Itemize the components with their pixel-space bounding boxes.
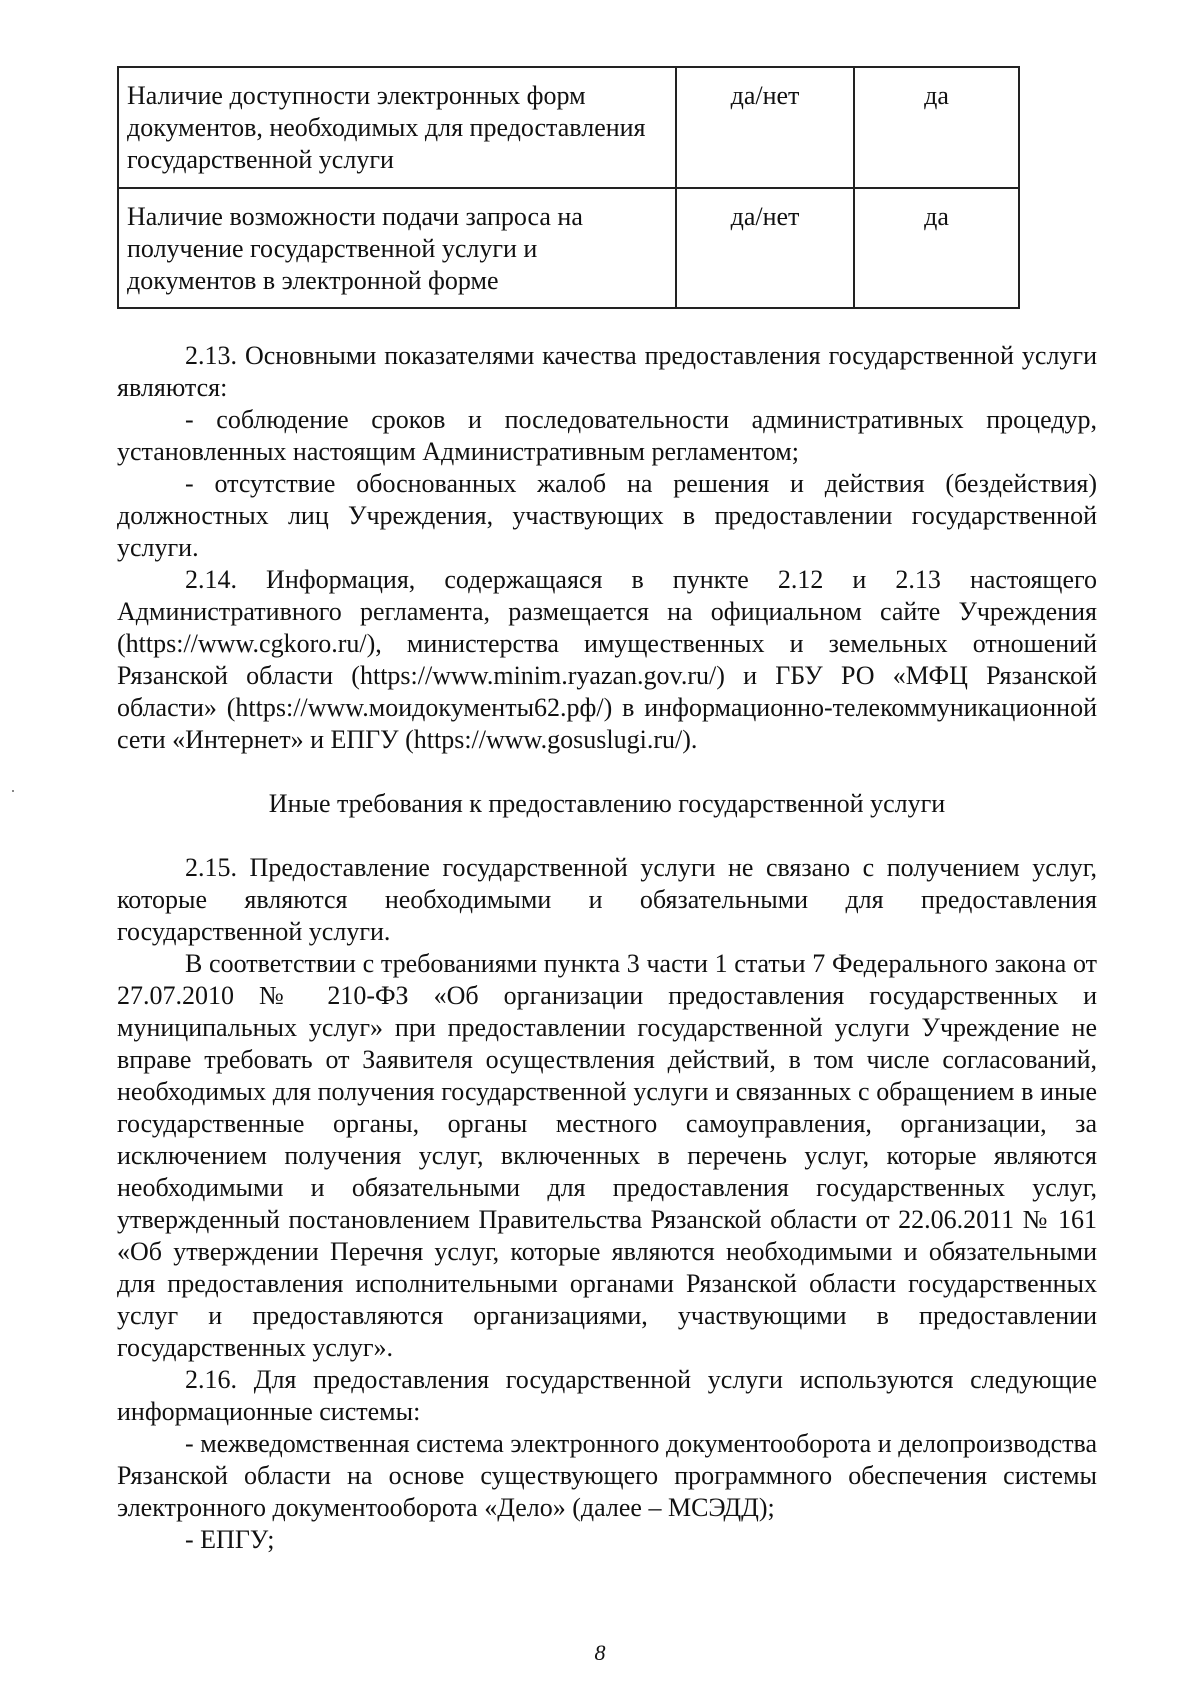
document-body [117, 340, 1097, 1556]
table-row [118, 188, 1019, 308]
paragraph-2-16: 2.16. Для предоставления государственной услуги используются следующие информационные системы: [117, 1365, 1097, 1426]
paragraph-2-15: 2.15. Предоставление государственной услуги не связано с получением услуг, которые являются необходимыми и обязательными для предоставления государственной услуги. [117, 853, 1097, 946]
value-cell: да [854, 67, 1019, 188]
unit-cell: да/нет [676, 188, 854, 308]
list-item: - ЕПГУ; [185, 1525, 275, 1554]
value-cell: да [854, 188, 1019, 308]
list-item: - отсутствие обоснованных жалоб на решения и действия (бездействия) должностных лиц Учреждения, участвующих в предоставлении государственной услуги. [117, 469, 1097, 562]
list-item: - межведомственная система электронного документооборота и делопроизводства Рязанской области на основе существующего программного обеспечения системы электронного документооборота «Дело» (далее – МСЭДД); [117, 1429, 1097, 1522]
unit-cell: да/нет [676, 67, 854, 188]
indicator-cell: Наличие возможности подачи запроса на получение государственной услуги и документов в электронной форме [118, 188, 676, 308]
list-item: - соблюдение сроков и последовательности административных процедур, установленных настоящим Административным регламентом; [117, 405, 1097, 466]
table-row [118, 67, 1019, 188]
section-heading: Иные требования к предоставлению государственной услуги [268, 789, 946, 818]
paragraph-2-14: 2.14. Информация, содержащаяся в пункте 2.12 и 2.13 настоящего Административного регламента, размещается на официальном сайте Учреждения (https://www.cgkoro.ru/), министерства имущественных и земельных отношений Рязанской области (https://www.minim.ryazan.gov.ru/) и ГБУ РО «МФЦ Рязанской области» (https://www.моидокументы62.рф/) в информационно-телекоммуникационной сети «Интернет» и ЕПГУ (https://www.gosuslugi.ru/). [117, 565, 1097, 754]
paragraph-2-13: 2.13. Основными показателями качества предоставления государственной услуги являются: [117, 341, 1097, 402]
paragraph-2-15-continued: В соответствии с требованиями пункта 3 части 1 статьи 7 Федерального закона от 27.07.2010 № 210-ФЗ «Об организации предоставления государственных и муниципальных услуг» при предоставлении государственной услуги Учреждение не вправе требовать от Заявителя осуществления действий, в том числе согласований, необходимых для получения государственной услуги и связанных с обращением в иные государственные органы, органы местного самоуправления, организации, за исключением получения услуг, включенных в перечень услуг, которые являются необходимыми и обязательными для предоставления государственных услуг, утвержденный постановлением Правительства Рязанской области от 22.06.2011 № 161 «Об утверждении Перечня услуг, которые являются необходимыми и обязательными для предоставления исполнительными органами Рязанской области государственных услуг и предоставляются организациями, участвующими в предоставлении государственных услуг». [117, 949, 1097, 1362]
scan-mark [12, 790, 14, 792]
indicator-cell: Наличие доступности электронных форм документов, необходимых для предоставления государственной услуги [118, 67, 676, 188]
quality-indicators-table [117, 66, 1020, 309]
page-number: 8 [594, 1640, 606, 1665]
